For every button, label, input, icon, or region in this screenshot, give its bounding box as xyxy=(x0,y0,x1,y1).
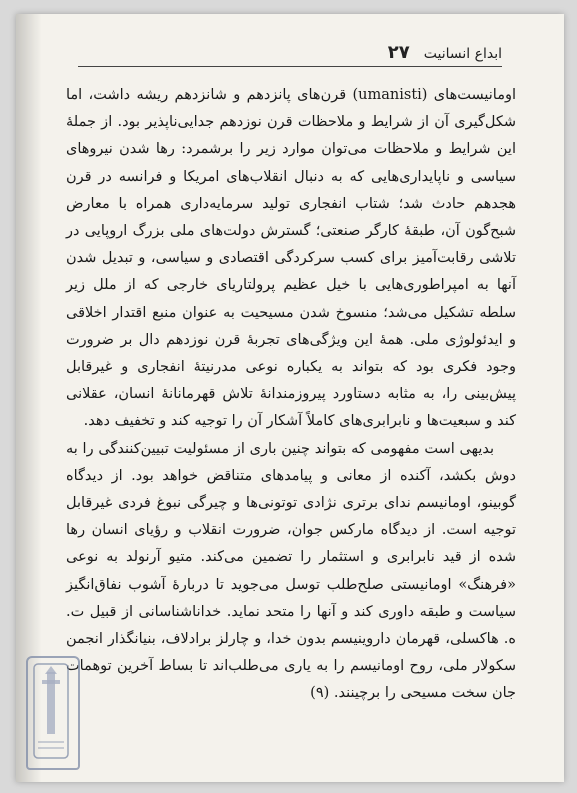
running-title: ابداع انسانیت xyxy=(423,46,502,62)
running-header xyxy=(388,42,502,63)
paragraph-2: بدیهی است مفهومی که بتواند چنین باری از مسئولیت تبیین‌کنندگی را به دوش بکشد، آکنده از معانی و پیامدهای متناقض خواهد بود. از دیدگاه گوبینو، اومانیسم ندای برتری نژادی توتونی‌ها و چیرگی نبوغ فردی غیرقابل توجیه است. از دیدگاه مارکس جوان، ضرورت انقلاب و رؤیای انسان رها شده از قید نابرابری و استثمار را تضمین می‌کند. متیو آرنولد به نوعی «فرهنگ» اومانیستی صلح‌طلب توسل می‌جوید تا دربارهٔ آشوب نفاق‌انگیز سیاست و طبقه داوری کند و آنها را متحد نماید. خداناشناسانی از قبیل ت. ه. هاکسلی، قهرمان داروینیسم بدون خدا، و چارلز برادلاف، بنیانگذار انجمن سکولار ملی، روح اومانیسم را به یاری می‌طلب‌اند تا بساط آخرین توهمات جان سخت مسیحی را برچینند. (۹) xyxy=(66,440,516,702)
paragraph-1: اومانیست‌های (umanisti) قرن‌های پانزدهم و شانزدهم ریشه داشت، اما شکل‌گیری آن از شرایط و ملاحظات قرن نوزدهم جدایی‌ناپذیر بود. از جملهٔ این شرایط و ملاحظات می‌توان موارد زیر را برشمرد: رها شدن نیروهای سیاسی و ناپایداری‌هایی که به دنبال انقلاب‌های امریکا و فرانسه در قرن هجدهم حادث شد؛ شتاب انفجاری تولید سرمایه‌داری همراه با معارض شبح‌گون آن، طبقهٔ کارگر صنعتی؛ گسترش دولت‌های ملی بزرگ اروپایی در تلاشی رقابت‌آمیز برای کسب سرکردگی اقتصادی و سیاسی، و تبدیل شدن آنها به امپراطوری‌هایی با خیل عظیم پرولتاریای خارجی که از ملل زیر سلطه تشکیل می‌شد؛ منسوخ شدن مسیحیت به عنوان منبع اقتدار اخلاقی و ایدئولوژی ملی. همهٔ این ویژگی‌های تجربهٔ قرن نوزدهم دال بر ضرورت وجود فکری بود که بتواند به یکباره نوعی مدرنیتهٔ انفجاری و غیرقابل پیش‌بینی را، به مثابه دستاورد پیروزمندانهٔ تلاش قهرمانانهٔ انسان، عقلانی کند و سبعیت‌ها و نابرابری‌های کاملاً آشکار آن را توجیه کند و تخفیف دهد. xyxy=(66,87,517,430)
stamp-emblem-icon xyxy=(28,658,74,764)
page-number: ۲۷ xyxy=(387,42,410,63)
header-rule xyxy=(78,66,502,67)
body-text xyxy=(66,82,516,708)
book-page xyxy=(16,14,564,782)
library-stamp xyxy=(26,656,80,770)
